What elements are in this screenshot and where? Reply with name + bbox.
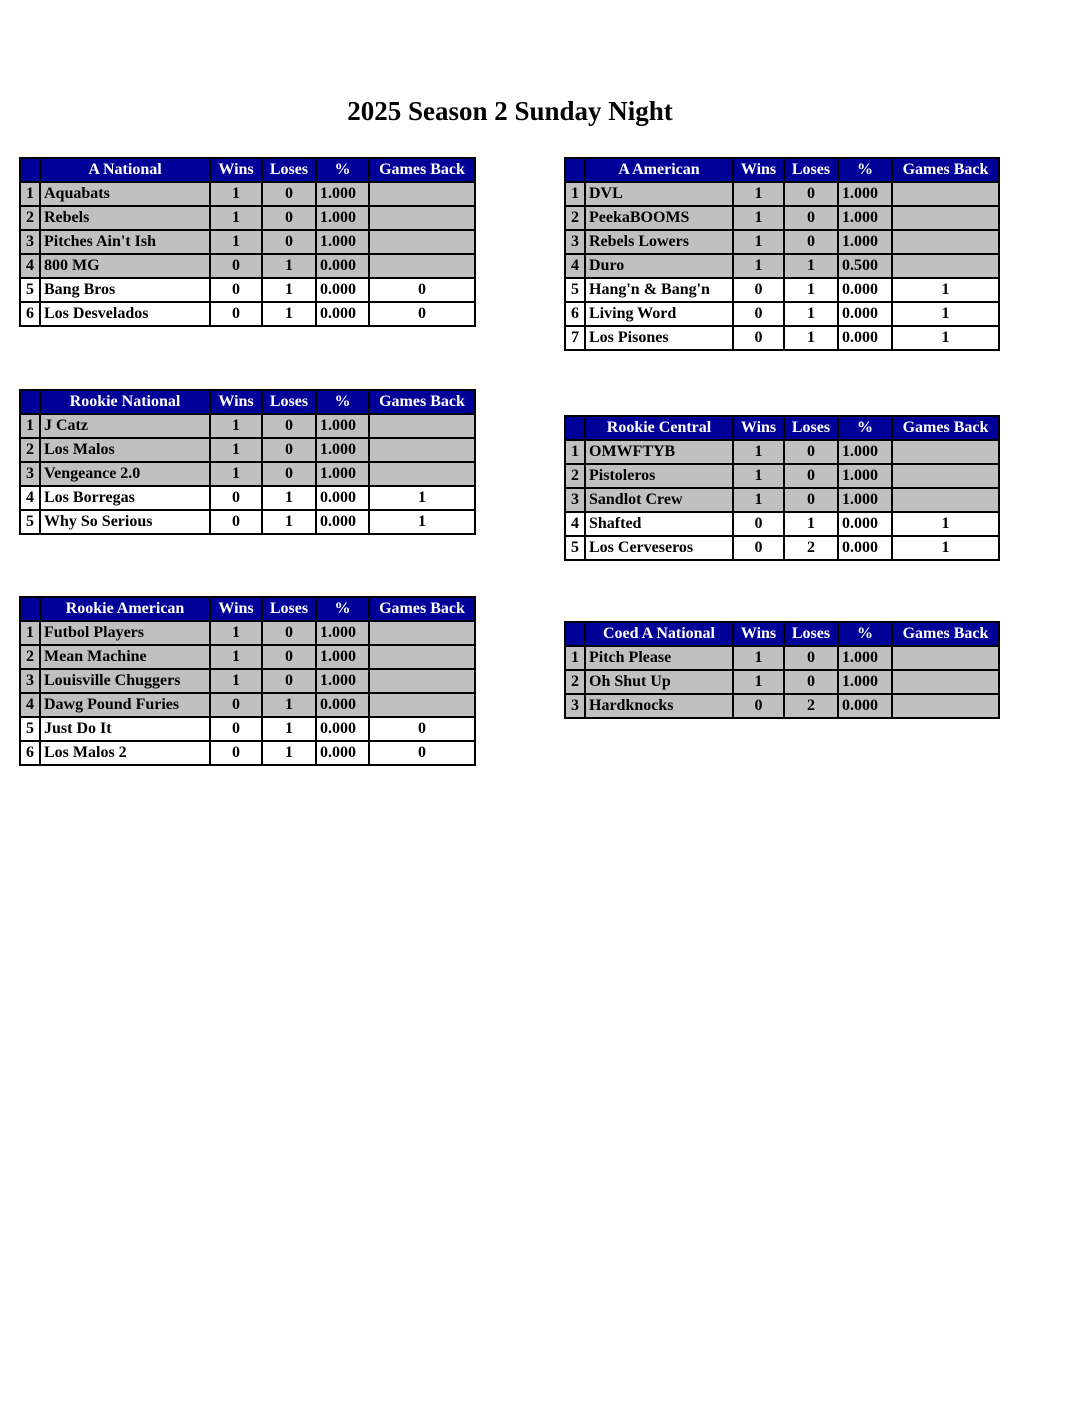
- team-name: Rebels: [40, 206, 210, 230]
- games-back-cell: 1: [892, 326, 999, 350]
- header-row: [20, 158, 475, 182]
- rank-cell: 3: [20, 462, 40, 486]
- wins-header: Wins: [733, 622, 784, 646]
- table-row: [565, 278, 999, 302]
- pct-header: %: [838, 416, 892, 440]
- games-back-header: Games Back: [369, 158, 475, 182]
- division-name: A American: [585, 158, 733, 182]
- team-name: Los Malos: [40, 438, 210, 462]
- loses-cell: 1: [262, 741, 316, 765]
- rank-cell: 1: [565, 182, 585, 206]
- wins-cell: 1: [733, 254, 784, 278]
- wins-cell: 0: [733, 536, 784, 560]
- wins-cell: 0: [210, 254, 262, 278]
- wins-cell: 0: [210, 510, 262, 534]
- table-row: [565, 206, 999, 230]
- team-name: Why So Serious: [40, 510, 210, 534]
- team-name: Living Word: [585, 302, 733, 326]
- team-name: Rebels Lowers: [585, 230, 733, 254]
- division-table-rookie-american: [19, 596, 476, 766]
- pct-header: %: [316, 390, 369, 414]
- pct-header: %: [316, 158, 369, 182]
- pct-cell: 1.000: [316, 206, 369, 230]
- wins-header: Wins: [210, 390, 262, 414]
- loses-cell: 1: [262, 486, 316, 510]
- wins-cell: 1: [733, 646, 784, 670]
- table-row: [20, 645, 475, 669]
- games-back-cell: [892, 254, 999, 278]
- rank-cell: 4: [565, 254, 585, 278]
- rank-cell: 5: [20, 278, 40, 302]
- table-row: [20, 462, 475, 486]
- rank-cell: 1: [565, 646, 585, 670]
- games-back-header: Games Back: [892, 158, 999, 182]
- team-name: Los Desvelados: [40, 302, 210, 326]
- division-name: A National: [40, 158, 210, 182]
- team-name: Shafted: [585, 512, 733, 536]
- loses-cell: 0: [784, 488, 838, 512]
- division-name: Rookie National: [40, 390, 210, 414]
- wins-cell: 1: [210, 621, 262, 645]
- header-row: [565, 158, 999, 182]
- division-table-rookie-central: [564, 415, 1000, 561]
- pct-cell: 0.500: [838, 254, 892, 278]
- pct-cell: 0.000: [838, 278, 892, 302]
- table-row: [20, 230, 475, 254]
- table-row: [20, 414, 475, 438]
- pct-cell: 1.000: [316, 438, 369, 462]
- wins-cell: 1: [210, 414, 262, 438]
- table-row: [20, 254, 475, 278]
- games-back-cell: [369, 254, 475, 278]
- team-name: Just Do It: [40, 717, 210, 741]
- loses-cell: 0: [262, 182, 316, 206]
- pct-cell: 1.000: [838, 440, 892, 464]
- loses-header: Loses: [262, 390, 316, 414]
- table-row: [565, 512, 999, 536]
- rank-cell: 4: [20, 693, 40, 717]
- games-back-cell: [892, 230, 999, 254]
- table-row: [20, 669, 475, 693]
- rank-cell: 3: [20, 669, 40, 693]
- rank-header: [565, 416, 585, 440]
- table-row: [565, 694, 999, 718]
- header-row: [565, 622, 999, 646]
- team-name: DVL: [585, 182, 733, 206]
- pct-header: %: [838, 622, 892, 646]
- pct-header: %: [838, 158, 892, 182]
- team-name: Aquabats: [40, 182, 210, 206]
- loses-cell: 1: [262, 302, 316, 326]
- team-name: Vengeance 2.0: [40, 462, 210, 486]
- division-table-a-american: [564, 157, 1000, 351]
- games-back-cell: 1: [369, 486, 475, 510]
- team-name: Louisville Chuggers: [40, 669, 210, 693]
- team-name: PeekaBOOMS: [585, 206, 733, 230]
- wins-header: Wins: [733, 416, 784, 440]
- pct-cell: 0.000: [316, 278, 369, 302]
- table-row: [20, 741, 475, 765]
- table-row: [20, 486, 475, 510]
- wins-cell: 0: [210, 278, 262, 302]
- games-back-cell: [892, 488, 999, 512]
- division-table-a-national: [19, 157, 476, 327]
- table-row: [565, 536, 999, 560]
- rank-cell: 5: [20, 510, 40, 534]
- rank-cell: 4: [565, 512, 585, 536]
- games-back-cell: [369, 669, 475, 693]
- pct-cell: 0.000: [838, 326, 892, 350]
- loses-cell: 0: [784, 182, 838, 206]
- division-name: Rookie Central: [585, 416, 733, 440]
- team-name: 800 MG: [40, 254, 210, 278]
- loses-cell: 1: [262, 717, 316, 741]
- loses-cell: 0: [262, 645, 316, 669]
- games-back-cell: 1: [892, 278, 999, 302]
- table-row: [565, 670, 999, 694]
- team-name: Los Cerveseros: [585, 536, 733, 560]
- table-row: [565, 440, 999, 464]
- header-row: [565, 416, 999, 440]
- games-back-cell: 1: [369, 510, 475, 534]
- team-name: Hang'n & Bang'n: [585, 278, 733, 302]
- division-name: Rookie American: [40, 597, 210, 621]
- games-back-cell: [892, 464, 999, 488]
- loses-cell: 0: [262, 621, 316, 645]
- wins-cell: 0: [733, 278, 784, 302]
- division-table-rookie-national: [19, 389, 476, 535]
- pct-cell: 1.000: [838, 230, 892, 254]
- loses-header: Loses: [262, 158, 316, 182]
- loses-cell: 0: [262, 230, 316, 254]
- loses-cell: 2: [784, 536, 838, 560]
- loses-cell: 1: [262, 278, 316, 302]
- pct-cell: 1.000: [838, 206, 892, 230]
- wins-header: Wins: [210, 597, 262, 621]
- team-name: Hardknocks: [585, 694, 733, 718]
- wins-cell: 1: [733, 464, 784, 488]
- header-row: [20, 597, 475, 621]
- team-name: Duro: [585, 254, 733, 278]
- wins-header: Wins: [733, 158, 784, 182]
- loses-header: Loses: [784, 158, 838, 182]
- games-back-cell: [892, 182, 999, 206]
- games-back-cell: [892, 694, 999, 718]
- loses-cell: 1: [262, 510, 316, 534]
- games-back-cell: 0: [369, 741, 475, 765]
- games-back-cell: 1: [892, 302, 999, 326]
- pct-cell: 1.000: [838, 182, 892, 206]
- team-name: Dawg Pound Furies: [40, 693, 210, 717]
- table-row: [565, 464, 999, 488]
- games-back-cell: 0: [369, 302, 475, 326]
- team-name: Los Borregas: [40, 486, 210, 510]
- rank-cell: 6: [565, 302, 585, 326]
- rank-cell: 4: [20, 486, 40, 510]
- rank-cell: 6: [20, 302, 40, 326]
- games-back-header: Games Back: [892, 622, 999, 646]
- wins-cell: 1: [210, 438, 262, 462]
- team-name: Mean Machine: [40, 645, 210, 669]
- table-row: [20, 278, 475, 302]
- rank-cell: 3: [20, 230, 40, 254]
- loses-cell: 1: [784, 278, 838, 302]
- rank-cell: 1: [20, 621, 40, 645]
- pct-cell: 0.000: [838, 694, 892, 718]
- pct-cell: 0.000: [316, 254, 369, 278]
- wins-cell: 1: [210, 645, 262, 669]
- rank-cell: 4: [20, 254, 40, 278]
- table-row: [20, 182, 475, 206]
- table-row: [20, 717, 475, 741]
- pct-cell: 1.000: [316, 621, 369, 645]
- loses-cell: 1: [262, 254, 316, 278]
- games-back-cell: 1: [892, 536, 999, 560]
- rank-cell: 5: [565, 278, 585, 302]
- games-back-cell: 0: [369, 717, 475, 741]
- rank-cell: 1: [20, 182, 40, 206]
- pct-cell: 1.000: [838, 464, 892, 488]
- page-title: 2025 Season 2 Sunday Night: [347, 96, 673, 126]
- team-name: Bang Bros: [40, 278, 210, 302]
- pct-cell: 0.000: [316, 741, 369, 765]
- rank-cell: 3: [565, 230, 585, 254]
- pct-cell: 0.000: [316, 510, 369, 534]
- rank-cell: 2: [565, 206, 585, 230]
- table-row: [20, 438, 475, 462]
- games-back-header: Games Back: [892, 416, 999, 440]
- games-back-cell: [369, 206, 475, 230]
- rank-header: [20, 158, 40, 182]
- rank-cell: 2: [565, 670, 585, 694]
- table-row: [565, 646, 999, 670]
- table-row: [20, 302, 475, 326]
- loses-header: Loses: [784, 622, 838, 646]
- wins-cell: 1: [733, 230, 784, 254]
- games-back-cell: 1: [892, 512, 999, 536]
- team-name: Los Malos 2: [40, 741, 210, 765]
- pct-cell: 1.000: [316, 414, 369, 438]
- team-name: Pitches Ain't Ish: [40, 230, 210, 254]
- pct-cell: 1.000: [838, 646, 892, 670]
- loses-cell: 0: [262, 438, 316, 462]
- table-row: [20, 206, 475, 230]
- rank-cell: 2: [20, 438, 40, 462]
- table-row: [20, 510, 475, 534]
- wins-cell: 0: [733, 694, 784, 718]
- loses-cell: 0: [784, 646, 838, 670]
- pct-cell: 1.000: [316, 182, 369, 206]
- team-name: OMWFTYB: [585, 440, 733, 464]
- games-back-cell: [892, 440, 999, 464]
- wins-cell: 0: [733, 302, 784, 326]
- games-back-cell: [369, 693, 475, 717]
- wins-cell: 0: [733, 512, 784, 536]
- pct-cell: 0.000: [838, 302, 892, 326]
- wins-cell: 0: [210, 717, 262, 741]
- pct-cell: 0.000: [316, 486, 369, 510]
- rank-cell: 2: [20, 645, 40, 669]
- pct-cell: 0.000: [316, 717, 369, 741]
- pct-cell: 1.000: [838, 670, 892, 694]
- games-back-cell: [369, 414, 475, 438]
- loses-cell: 0: [784, 440, 838, 464]
- wins-cell: 1: [210, 206, 262, 230]
- loses-cell: 1: [784, 512, 838, 536]
- rank-cell: 7: [565, 326, 585, 350]
- wins-cell: 1: [733, 440, 784, 464]
- rank-header: [20, 597, 40, 621]
- pct-cell: 1.000: [316, 645, 369, 669]
- table-row: [565, 182, 999, 206]
- games-back-cell: [892, 646, 999, 670]
- games-back-header: Games Back: [369, 390, 475, 414]
- header-row: [20, 390, 475, 414]
- loses-cell: 0: [262, 669, 316, 693]
- rank-header: [20, 390, 40, 414]
- team-name: Los Pisones: [585, 326, 733, 350]
- loses-cell: 0: [262, 206, 316, 230]
- rank-cell: 3: [565, 488, 585, 512]
- wins-cell: 0: [210, 741, 262, 765]
- loses-cell: 0: [262, 462, 316, 486]
- pct-cell: 0.000: [838, 512, 892, 536]
- rank-cell: 2: [20, 206, 40, 230]
- pct-cell: 1.000: [316, 230, 369, 254]
- loses-header: Loses: [784, 416, 838, 440]
- loses-header: Loses: [262, 597, 316, 621]
- games-back-header: Games Back: [369, 597, 475, 621]
- games-back-cell: [892, 670, 999, 694]
- loses-cell: 2: [784, 694, 838, 718]
- games-back-cell: [369, 621, 475, 645]
- rank-cell: 3: [565, 694, 585, 718]
- loses-cell: 0: [784, 206, 838, 230]
- team-name: Pistoleros: [585, 464, 733, 488]
- wins-cell: 0: [210, 693, 262, 717]
- wins-cell: 1: [733, 182, 784, 206]
- loses-cell: 1: [784, 254, 838, 278]
- pct-header: %: [316, 597, 369, 621]
- division-name: Coed A National: [585, 622, 733, 646]
- games-back-cell: [369, 645, 475, 669]
- rank-header: [565, 622, 585, 646]
- games-back-cell: [892, 206, 999, 230]
- pct-cell: 0.000: [316, 302, 369, 326]
- team-name: Oh Shut Up: [585, 670, 733, 694]
- team-name: Pitch Please: [585, 646, 733, 670]
- rank-cell: 2: [565, 464, 585, 488]
- table-row: [565, 230, 999, 254]
- games-back-cell: [369, 182, 475, 206]
- wins-cell: 1: [210, 182, 262, 206]
- wins-header: Wins: [210, 158, 262, 182]
- loses-cell: 0: [262, 414, 316, 438]
- loses-cell: 1: [262, 693, 316, 717]
- games-back-cell: [369, 230, 475, 254]
- pct-cell: 1.000: [838, 488, 892, 512]
- table-row: [565, 254, 999, 278]
- wins-cell: 0: [733, 326, 784, 350]
- team-name: Futbol Players: [40, 621, 210, 645]
- table-row: [565, 488, 999, 512]
- table-row: [20, 693, 475, 717]
- wins-cell: 0: [210, 486, 262, 510]
- wins-cell: 1: [210, 230, 262, 254]
- wins-cell: 1: [210, 669, 262, 693]
- pct-cell: 0.000: [838, 536, 892, 560]
- games-back-cell: 0: [369, 278, 475, 302]
- loses-cell: 0: [784, 230, 838, 254]
- rank-cell: 1: [565, 440, 585, 464]
- team-name: J Catz: [40, 414, 210, 438]
- table-row: [565, 302, 999, 326]
- wins-cell: 0: [210, 302, 262, 326]
- rank-cell: 1: [20, 414, 40, 438]
- pct-cell: 1.000: [316, 669, 369, 693]
- wins-cell: 1: [733, 206, 784, 230]
- division-table-coed-a-national: [564, 621, 1000, 719]
- loses-cell: 1: [784, 326, 838, 350]
- wins-cell: 1: [733, 670, 784, 694]
- pct-cell: 0.000: [316, 693, 369, 717]
- rank-cell: 6: [20, 741, 40, 765]
- games-back-cell: [369, 462, 475, 486]
- loses-cell: 0: [784, 670, 838, 694]
- wins-cell: 1: [210, 462, 262, 486]
- table-row: [20, 621, 475, 645]
- rank-cell: 5: [565, 536, 585, 560]
- wins-cell: 1: [733, 488, 784, 512]
- games-back-cell: [369, 438, 475, 462]
- loses-cell: 1: [784, 302, 838, 326]
- rank-header: [565, 158, 585, 182]
- rank-cell: 5: [20, 717, 40, 741]
- pct-cell: 1.000: [316, 462, 369, 486]
- loses-cell: 0: [784, 464, 838, 488]
- table-row: [565, 326, 999, 350]
- team-name: Sandlot Crew: [585, 488, 733, 512]
